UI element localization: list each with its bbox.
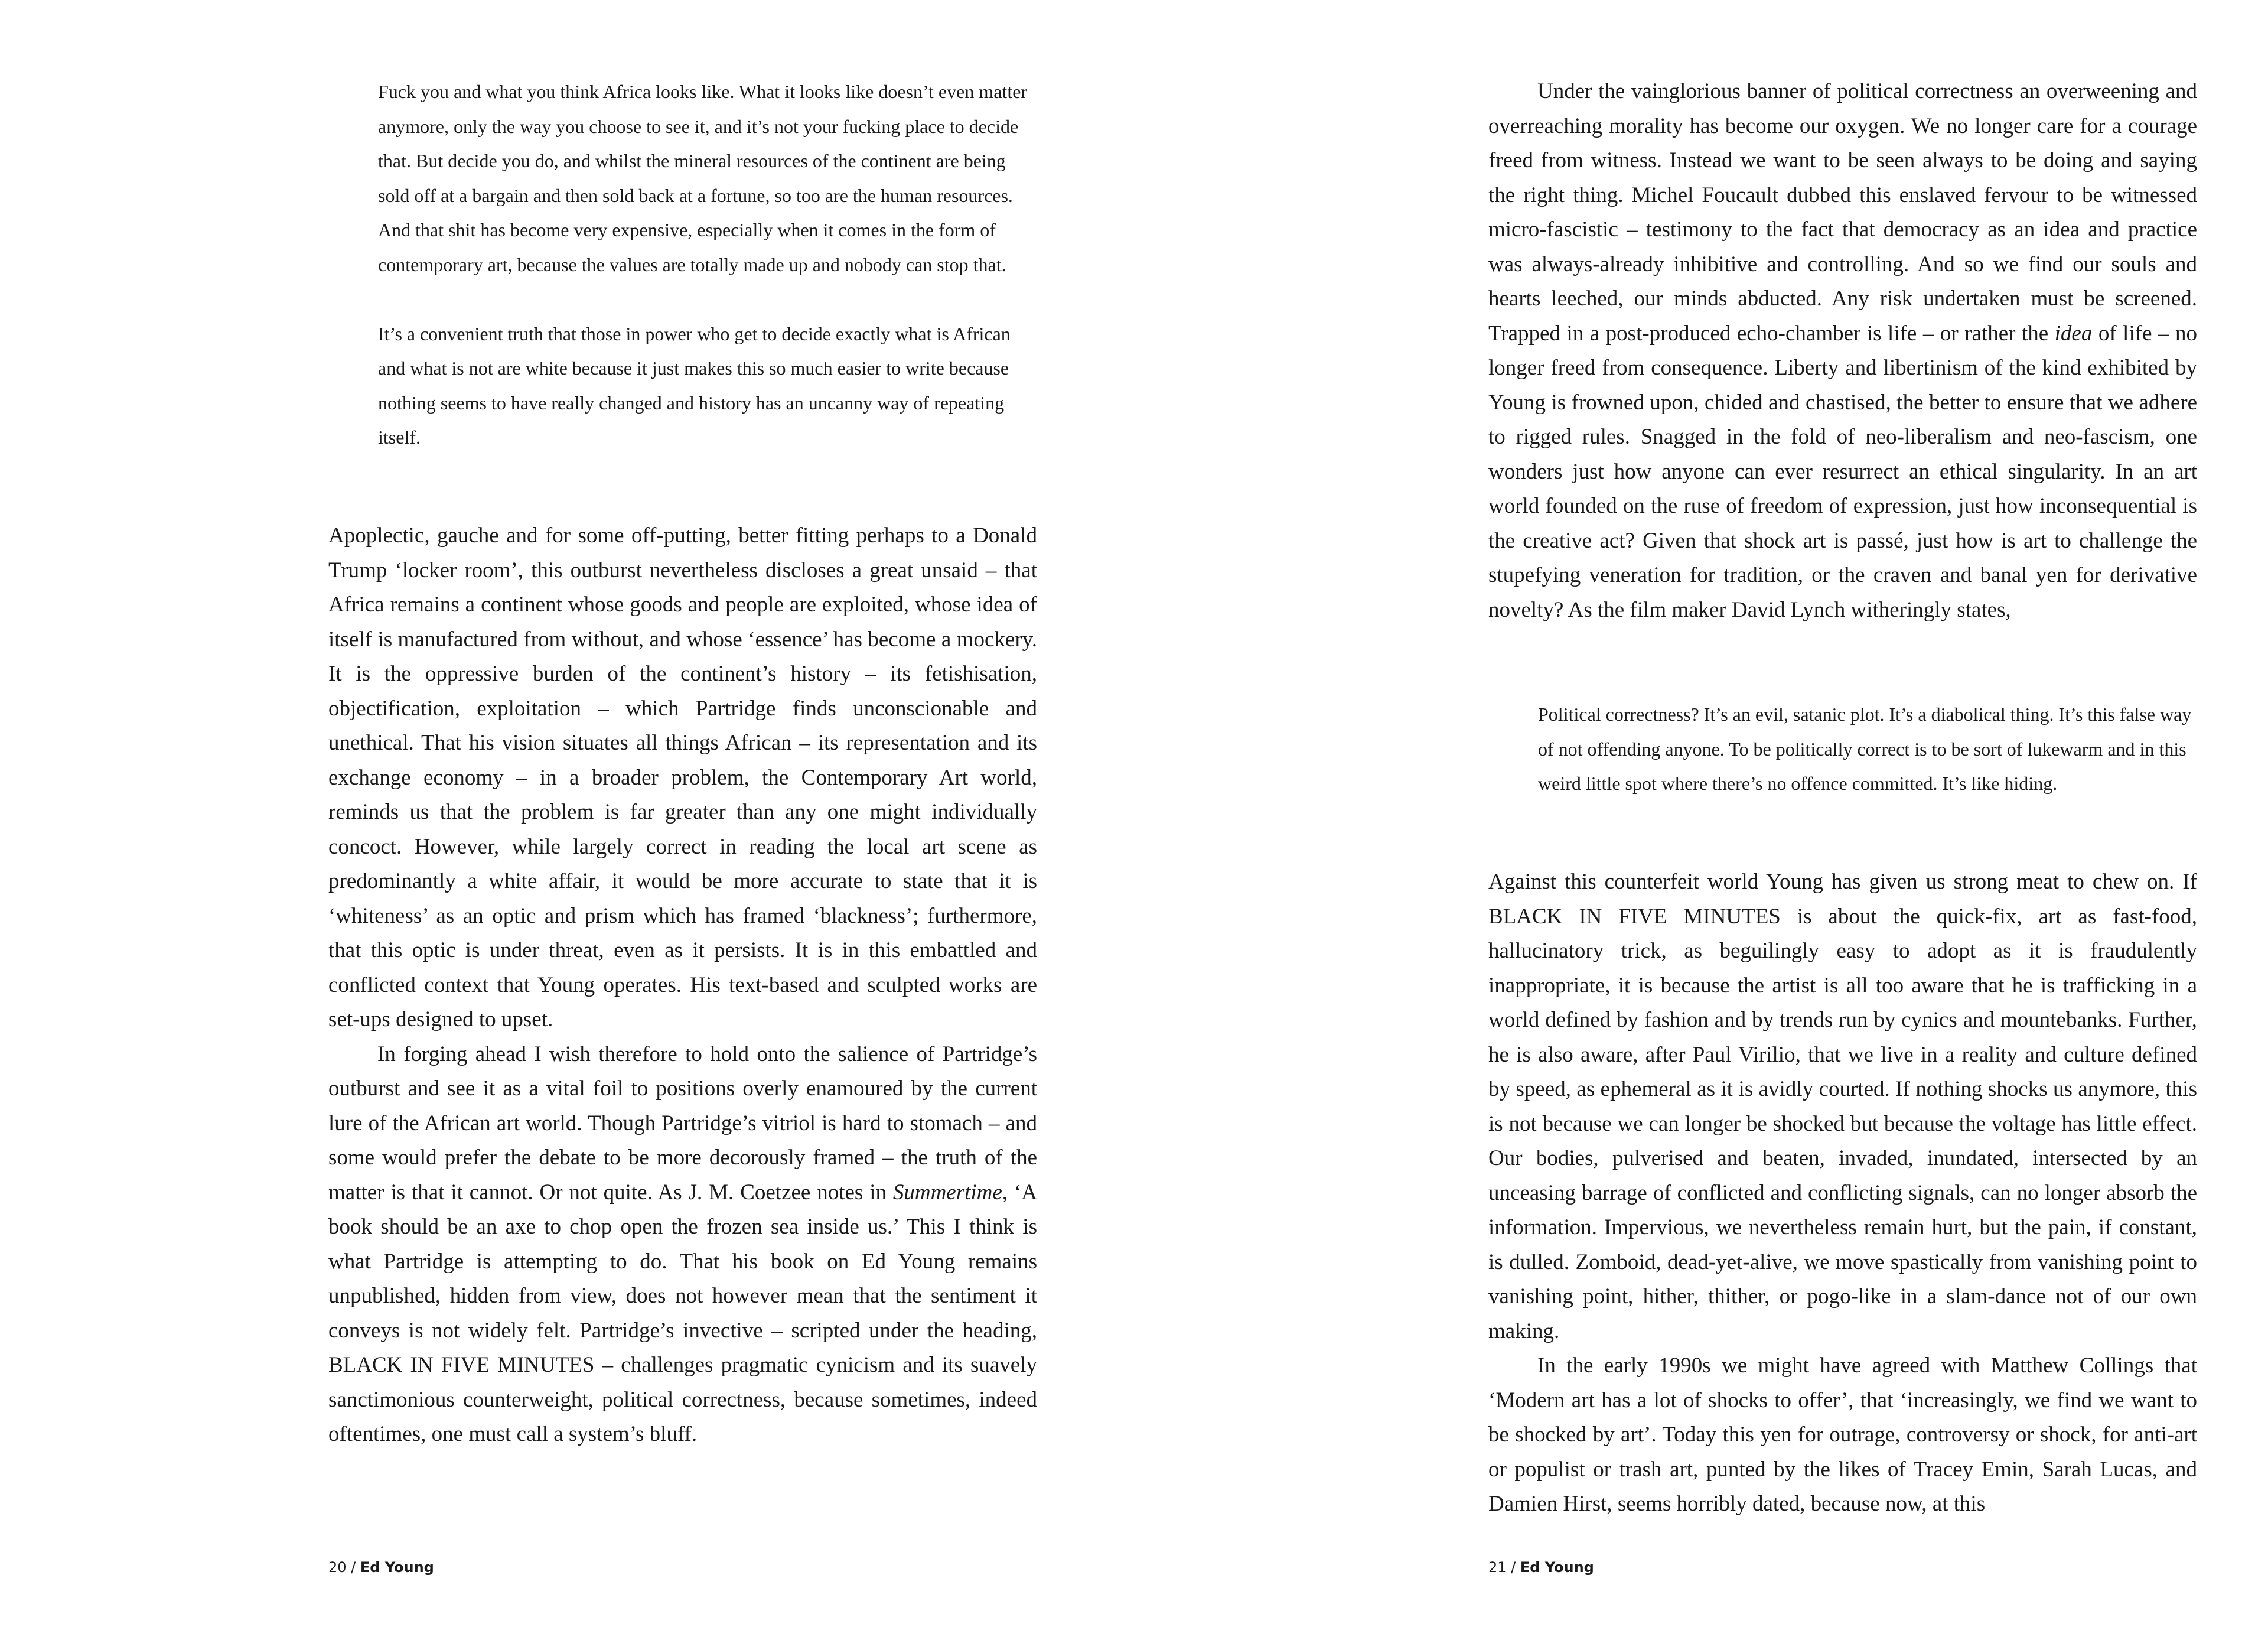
body-text-right-top — [1488, 74, 2197, 627]
body-text-right-bottom — [1488, 865, 2197, 1522]
block-quote-partridge — [378, 74, 1040, 455]
body-paragraph: Apoplectic, gauche and for some off-putting, better fitting perhaps to a Donald Trump ‘locker room’, this outburst nevertheless discloses a great unsaid – that Africa remains a continent whose goods and people are exploited, whose idea of itself is manufactured from without, and whose ‘essence’ has become a mockery. It is the oppressive burden of the continent’s history – its fetishisation, objectification, exploitation – which Partridge finds unconscionable and unethical. That his vision situates all things African – its representation and its exchange economy – in a broader problem, the Contemporary Art world, reminds us that the problem is far greater than any one might individually concoct. However, while largely correct in reading the local art scene as predominantly a white affair, it would be more accurate to state that it is ‘whiteness’ as an optic and prism which has framed ‘blackness’; furthermore, that this optic is under threat, even as it persists. It is in this embattled and conflicted context that Young operates. His text-based and sculpted works are set-ups designed to upset. — [328, 523, 1037, 1031]
quote-paragraph: Political correctness? It’s an evil, satanic plot. It’s a diabolical thing. It’s this false way of not offending anyone. To be politically correct is to be sort of lukewarm and in this weird little spot where there’s no offence committed. It’s like hiding. — [1538, 704, 2192, 794]
text-run: In forging ahead I wish therefore to hold onto the salience of Partridge’s outburst and see it as a vital foil to positions overly enamoured by the current lure of the African art world. Though Partridge’s vitriol is hard to stomach – and some would prefer the debate to be more decorously framed – the truth of the matter is that it cannot. Or not quite. As J. M. Coetzee notes in — [328, 1042, 1037, 1205]
quote-paragraph: Fuck you and what you think Africa looks like. What it looks like doesn’t even matter anymore, only the way you choose to see it, and it’s not your fucking place to decide that. But decide you do, and whilst the mineral resources of the continent are being sold off at a bargain and then sold back at a fortune, so too are the human resources. And that shit has become very expensive, especially when it comes in the form of contemporary art, because the values are totally made up and nobody can stop that. — [378, 81, 1028, 275]
running-title: Ed Young — [360, 1559, 434, 1576]
text-run: Under the vainglorious banner of political correctness an overweening and overreaching morality has become our oxygen. We no longer care for a courage freed from witness. Instead we want to be seen always to be doing and saying the right thing. Michel Foucault dubbed this enslaved fervour to be witnessed micro-fascistic – testimony to the fact that democracy as an idea and practice was always-already inhibitive and controlling. And so we find our souls and hearts leeched, our minds abducted. Any risk undertaken must be screened. Trapped in a post-produced echo-chamber is life – or rather the — [1488, 79, 2197, 346]
block-quote-lynch — [1538, 697, 2197, 801]
emphasis-idea: idea — [2054, 321, 2093, 346]
running-title: Ed Young — [1520, 1559, 1594, 1576]
page-number: 21 / — [1488, 1559, 1516, 1576]
text-run: of life – no longer freed from consequence. Liberty and libertinism of the kind exhibited by Young is frowned upon, chided and chastised, the better to ensure that we adhere to rigged rules. Snagged in the fold of neo-liberalism and neo-fascism, one wonders just how anyone can ever resurrect an ethical singularity. In an art world founded on the ruse of freedom of expression, just how inconsequential is the creative act? Given that shock art is passé, just how is art to challenge the stupefying veneration for tradition, or the craven and banal yen for derivative novelty? As the film maker David Lynch witheringly states, — [1488, 321, 2197, 622]
right-page — [1134, 0, 2268, 1650]
quote-paragraph: It’s a convenient truth that those in power who get to decide exactly what is African and what is not are white because it just makes this so much easier to write because nothing seems to have really changed and history has an uncanny way of repeating itself. — [378, 323, 1011, 448]
body-paragraph-coetzee — [328, 1037, 1037, 1452]
text-run: , ‘A book should be an axe to chop open the frozen sea inside us.’ This I think is what Partridge is attempting to do. That his book on Ed Young remains unpublished, hidden from view, does not however mean that the sentiment it conveys is not widely felt. Partridge’s invective – scripted under the heading, BLACK IN FIVE MINUTES – challenges pragmatic cynicism and its suavely sanctimonious counterweight, political correctness, because sometimes, indeed oftentimes, one must call a system’s bluff. — [328, 1180, 1037, 1446]
page-number: 20 / — [328, 1559, 356, 1576]
folio-right — [1488, 1558, 1594, 1576]
book-title-summertime: Summertime — [892, 1180, 1002, 1205]
body-paragraph: Against this counterfeit world Young has given us strong meat to chew on. If BLACK IN FIVE MINUTES is about the quick-fix, art as fast-food, hallucinatory trick, as beguilingly easy to adopt as it is fraudulently inappropriate, it is because the artist is all too aware that he is trafficking in a world defined by fashion and by trends run by cynics and mountebanks. Further, he is also aware, after Paul Virilio, that we live in a reality and culture defined by speed, as ephemeral as it is avidly courted. If nothing shocks us anymore, this is not because we can longer be shocked but because the voltage has little effect. Our bodies, pulverised and beaten, invaded, inundated, intersected by an unceasing barrage of conflicted and conflicting signals, can no longer absorb the information. Impervious, we nevertheless remain hurt, but the pain, if constant, is dulled. Zomboid, dead-yet-alive, we move spastically from vanishing point to vanishing point, hither, thither, or pogo-like in a slam-dance not of our own making. — [1488, 870, 2197, 1343]
body-paragraph: In the early 1990s we might have agreed with Matthew Collings that ‘Modern art has a lot of shocks to offer’, that ‘increasingly, we find we want to be shocked by art’. Today this yen for outrage, controversy or shock, for anti-art or populist or trash art, punted by the likes of Tracey Emin, Sarah Lucas, and Damien Hirst, seems horribly dated, because now, at this — [1488, 1353, 2197, 1516]
body-paragraph-political-correctness — [1488, 74, 2197, 627]
body-text-left — [328, 519, 1037, 1452]
folio-left — [328, 1558, 434, 1576]
